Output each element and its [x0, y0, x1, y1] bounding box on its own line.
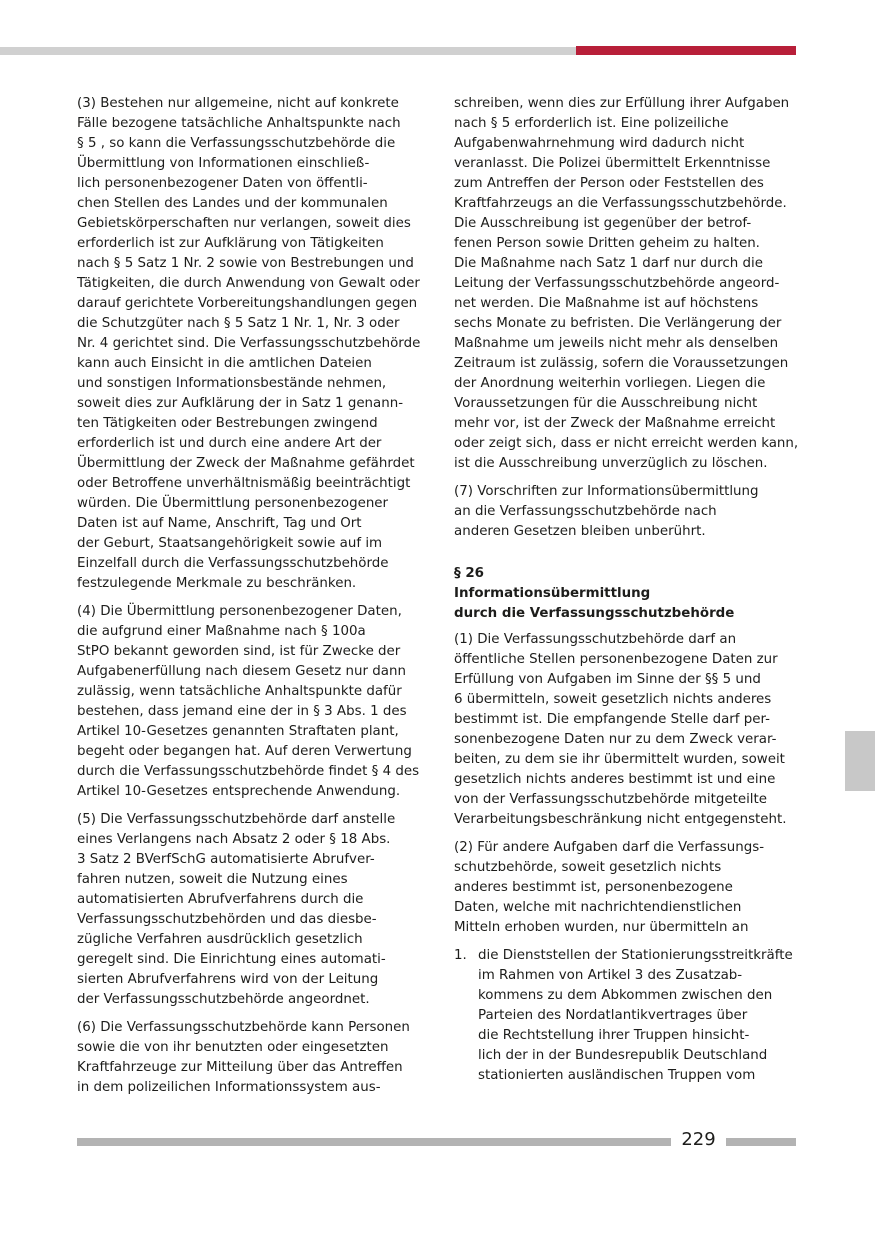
text-line: Verfassungsschutzbehörden und das diesbe-	[77, 912, 377, 927]
text-line: im Rahmen von Artikel 3 des Zusatzab-	[478, 968, 743, 983]
text-line: (5) Die Verfassungsschutzbehörde darf anstelle	[77, 812, 396, 827]
text-line: 6 übermitteln, soweit gesetzlich nichts anderes	[454, 692, 772, 707]
text-line: net werden. Die Maßnahme ist auf höchstens	[454, 296, 759, 311]
text-line: § 26	[454, 566, 484, 581]
text-line: an die Verfassungsschutzbehörde nach	[454, 504, 717, 519]
text-line: Leitung der Verfassungsschutzbehörde angeord-	[454, 276, 780, 291]
text-line: fenen Person sowie Dritten geheim zu halten.	[454, 236, 760, 251]
text-line: Gebietskörperschaften nur verlangen, soweit dies	[77, 216, 411, 231]
text-line: durch die Verfassungsschutzbehörde	[454, 606, 735, 621]
section-26-paragraph-1	[454, 630, 794, 830]
text-line: ten Tätigkeiten oder Bestrebungen zwingend	[77, 416, 378, 431]
text-line: lich personenbezogener Daten von öffentli-	[77, 176, 368, 191]
text-line: oder zeigt sich, dass er nicht erreicht werden kann,	[454, 436, 799, 451]
text-line: Parteien des Nordatlantikvertrages über	[478, 1008, 748, 1023]
text-line: anderes bestimmt ist, personenbezogene	[454, 880, 733, 895]
text-line: Aufgabenwahrnehmung wird dadurch nicht	[454, 136, 745, 151]
text-line: durch die Verfassungsschutzbehörde findet § 4 des	[77, 764, 420, 779]
text-line: Zeitraum ist zulässig, sofern die Voraussetzungen	[454, 356, 789, 371]
text-line: erforderlich ist und durch eine andere Art der	[77, 436, 382, 451]
text-line: § 5 , so kann die Verfassungsschutzbehörde die	[77, 136, 396, 151]
text-line: gesetzlich nichts anderes bestimmt ist und eine	[454, 772, 776, 787]
text-line: begeht oder begangen hat. Auf deren Verwertung	[77, 744, 412, 759]
text-line: (1) Die Verfassungsschutzbehörde darf an	[454, 632, 737, 647]
text-line: geregelt sind. Die Einrichtung eines automati-	[77, 952, 386, 967]
text-line: öffentliche Stellen personenbezogene Daten zur	[454, 652, 778, 667]
chapter-tab-marker	[845, 731, 875, 791]
text-line: Übermittlung von Informationen einschließ-	[77, 156, 370, 171]
text-line: die Dienststellen der Stationierungsstreitkräfte	[478, 948, 793, 963]
text-line: zum Antreffen der Person oder Feststellen des	[454, 176, 764, 191]
text-line: Kraftfahrzeuge zur Mitteilung über das Antreffen	[77, 1060, 403, 1075]
text-line: Aufgabenerfüllung nach diesem Gesetz nur dann	[77, 664, 406, 679]
text-line: die aufgrund einer Maßnahme nach § 100a	[77, 624, 366, 639]
text-line: eines Verlangens nach Absatz 2 oder § 18 Abs.	[77, 832, 391, 847]
text-line: fahren nutzen, soweit die Nutzung eines	[77, 872, 348, 887]
text-line: chen Stellen des Landes und der kommunalen	[77, 196, 388, 211]
text-line: 3 Satz 2 BVerfSchG automatisierte Abrufver-	[77, 852, 375, 867]
paragraph-3	[77, 94, 422, 594]
text-line: sechs Monate zu befristen. Die Verlängerung der	[454, 316, 782, 331]
paragraph-5	[77, 810, 422, 1010]
text-line: zulässig, wenn tatsächliche Anhaltspunkte dafür	[77, 684, 402, 699]
text-line: veranlasst. Die Polizei übermittelt Erkenntnisse	[454, 156, 771, 171]
section-heading-26	[454, 564, 794, 624]
recipient-list	[454, 946, 794, 1086]
footer-rule-right	[726, 1138, 796, 1146]
text-line: festzulegende Merkmale zu beschränken.	[77, 576, 357, 591]
text-line: Die Maßnahme nach Satz 1 darf nur durch die	[454, 256, 763, 271]
text-line: zügliche Verfahren ausdrücklich gesetzlich	[77, 932, 363, 947]
text-line: sierten Abrufverfahrens wird von der Leitung	[77, 972, 379, 987]
text-line: (6) Die Verfassungsschutzbehörde kann Personen	[77, 1020, 410, 1035]
text-line: Kraftfahrzeugs an die Verfassungsschutzbehörde.	[454, 196, 787, 211]
text-line: Daten, welche mit nachrichtendienstlichen	[454, 900, 742, 915]
text-line: Erfüllung von Aufgaben im Sinne der §§ 5 und	[454, 672, 761, 687]
page-number: 229	[681, 1129, 716, 1150]
section-26-paragraph-2	[454, 838, 794, 938]
text-line: die Rechtstellung ihrer Truppen hinsicht-	[478, 1028, 750, 1043]
text-line: in dem polizeilichen Informationssystem aus-	[77, 1080, 381, 1095]
text-line: anderen Gesetzen bleiben unberührt.	[454, 524, 706, 539]
text-line: mehr vor, ist der Zweck der Maßnahme erreicht	[454, 416, 776, 431]
text-line: schutzbehörde, soweit gesetzlich nichts	[454, 860, 722, 875]
text-line: die Schutzgüter nach § 5 Satz 1 Nr. 1, Nr. 3 oder	[77, 316, 400, 331]
text-line: Tätigkeiten, die durch Anwendung von Gewalt oder	[77, 276, 420, 291]
list-item-number: 1.	[454, 948, 467, 963]
paragraph-6	[77, 1018, 422, 1098]
header-rule-gray	[0, 47, 576, 55]
paragraph-4	[77, 602, 422, 802]
text-line: Informationsübermittlung	[454, 586, 651, 601]
text-line: bestimmt ist. Die empfangende Stelle darf per-	[454, 712, 771, 727]
text-line: oder Betroffene unverhältnismäßig beeinträchtigt	[77, 476, 411, 491]
text-line: Einzelfall durch die Verfassungsschutzbehörde	[77, 556, 389, 571]
text-line: (4) Die Übermittlung personenbezogener Daten,	[77, 604, 402, 619]
text-line: Daten ist auf Name, Anschrift, Tag und Ort	[77, 516, 362, 531]
text-line: Mitteln erhoben wurden, nur übermitteln an	[454, 920, 749, 935]
text-line: nach § 5 Satz 1 Nr. 2 sowie von Bestrebungen und	[77, 256, 414, 271]
text-line: Verarbeitungsbeschränkung nicht entgegensteht.	[454, 812, 787, 827]
list-item	[454, 946, 794, 1086]
text-line: würden. Die Übermittlung personenbezogener	[77, 496, 389, 511]
text-line: und sonstigen Informationsbestände nehmen,	[77, 376, 387, 391]
text-line: (7) Vorschriften zur Informationsübermittlung	[454, 484, 759, 499]
text-line: Die Ausschreibung ist gegenüber der betrof-	[454, 216, 752, 231]
paragraph-6-continued	[454, 94, 799, 474]
text-line: Maßnahme um jeweils nicht mehr als denselben	[454, 336, 779, 351]
text-line: kommens zu dem Abkommen zwischen den	[478, 988, 773, 1003]
right-column	[454, 94, 799, 1086]
header-rule-accent	[576, 46, 796, 55]
list-item-text	[478, 946, 794, 1086]
text-line: stationierten ausländischen Truppen vom	[478, 1068, 756, 1083]
text-line: Voraussetzungen für die Ausschreibung nicht	[454, 396, 758, 411]
text-line: der Verfassungsschutzbehörde angeordnet.	[77, 992, 370, 1007]
text-line: sonenbezogene Daten nur zu dem Zweck verar-	[454, 732, 777, 747]
text-line: von der Verfassungsschutzbehörde mitgeteilte	[454, 792, 767, 807]
text-line: soweit dies zur Aufklärung der in Satz 1 genann-	[77, 396, 404, 411]
text-line: (2) Für andere Aufgaben darf die Verfassungs-	[454, 840, 765, 855]
text-line: Artikel 10-Gesetzes entsprechende Anwendung.	[77, 784, 401, 799]
text-line: darauf gerichtete Vorbereitungshandlungen gegen	[77, 296, 418, 311]
text-line: beiten, zu dem sie ihr übermittelt wurden, soweit	[454, 752, 785, 767]
text-line: automatisierten Abrufverfahrens durch die	[77, 892, 364, 907]
paragraph-7	[454, 482, 794, 542]
text-line: kann auch Einsicht in die amtlichen Dateien	[77, 356, 372, 371]
text-line: (3) Bestehen nur allgemeine, nicht auf konkrete	[77, 96, 399, 111]
text-line: erforderlich ist zur Aufklärung von Tätigkeiten	[77, 236, 384, 251]
text-line: Artikel 10-Gesetzes genannten Straftaten plant,	[77, 724, 399, 739]
text-line: der Geburt, Staatsangehörigkeit sowie auf im	[77, 536, 383, 551]
text-line: Übermittlung der Zweck der Maßnahme gefährdet	[77, 456, 415, 471]
left-column	[77, 94, 422, 1106]
text-line: ist die Ausschreibung unverzüglich zu löschen.	[454, 456, 768, 471]
text-line: nach § 5 erforderlich ist. Eine polizeiliche	[454, 116, 729, 131]
footer-rule-left	[77, 1138, 671, 1146]
text-line: Nr. 4 gerichtet sind. Die Verfassungsschutzbehörde	[77, 336, 421, 351]
text-line: bestehen, dass jemand eine der in § 3 Abs. 1 des	[77, 704, 407, 719]
text-line: der Anordnung weiterhin vorliegen. Liegen die	[454, 376, 766, 391]
text-line: schreiben, wenn dies zur Erfüllung ihrer Aufgaben	[454, 96, 790, 111]
text-line: sowie die von ihr benutzten oder eingesetzten	[77, 1040, 389, 1055]
text-line: lich der in der Bundesrepublik Deutschland	[478, 1048, 768, 1063]
text-line: StPO bekannt geworden sind, ist für Zwecke der	[77, 644, 401, 659]
text-line: Fälle bezogene tatsächliche Anhaltspunkte nach	[77, 116, 401, 131]
